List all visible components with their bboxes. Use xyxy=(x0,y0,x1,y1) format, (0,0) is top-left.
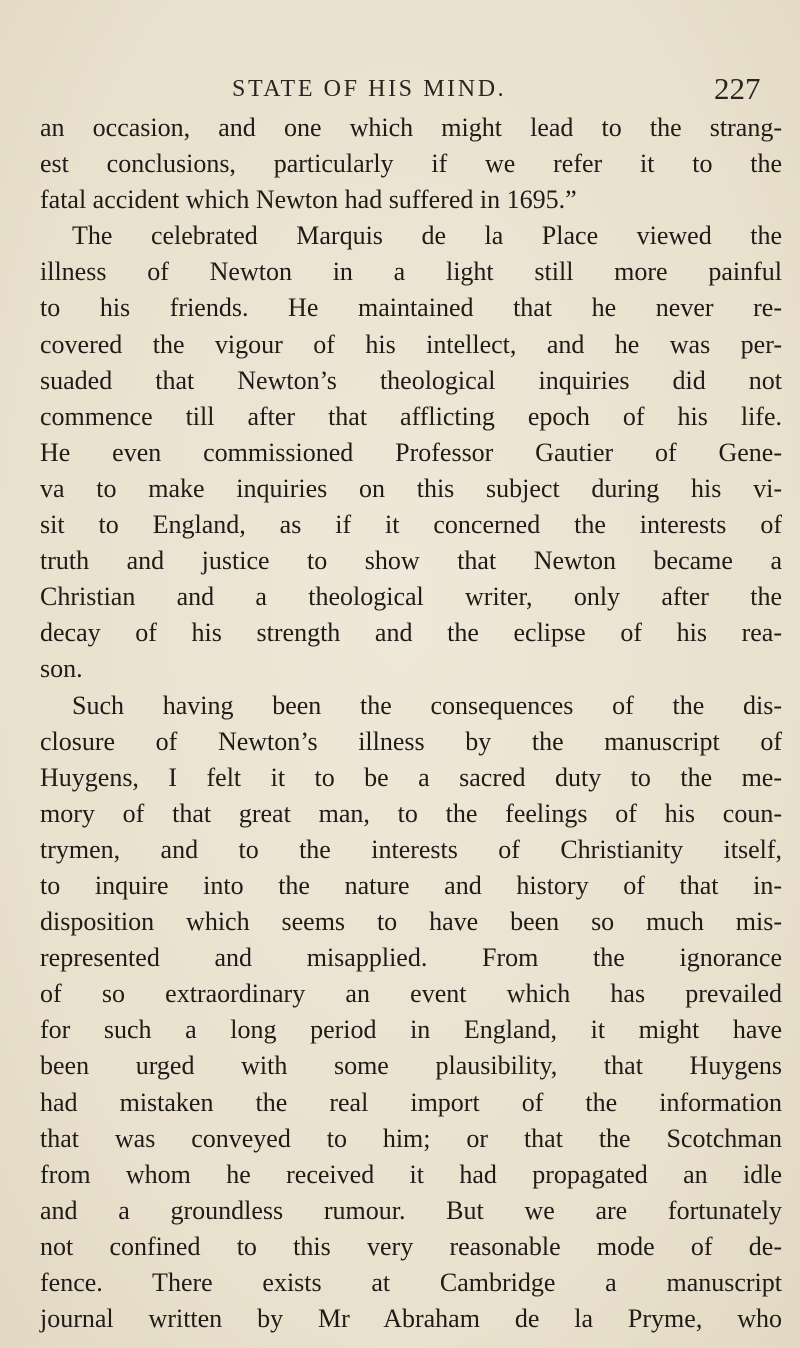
text-line: of so extraordinary an event which has prevailed xyxy=(40,979,782,1009)
body-text xyxy=(40,110,782,1337)
text-line: mory of that great man, to the feelings of his coun- xyxy=(40,798,782,828)
text-line: Huygens, I felt it to be a sacred duty to the me- xyxy=(40,762,782,792)
text-line: fatal accident which Newton had suffered in 1695.” xyxy=(40,185,577,215)
text-line: to inquire into the nature and history of that in- xyxy=(40,870,782,900)
text-line: Christian and a theological writer, only after the xyxy=(40,582,782,612)
text-line: for such a long period in England, it might have xyxy=(40,1015,782,1045)
text-line: covered the vigour of his intellect, and he was per- xyxy=(40,329,782,359)
text-line: suaded that Newton’s theological inquiries did not xyxy=(40,365,782,395)
text-line: Such having been the consequences of the dis- xyxy=(72,690,782,720)
text-line: journal written by Mr Abraham de la Pryme, who xyxy=(40,1304,782,1334)
text-line: est conclusions, particularly if we refer it to the xyxy=(40,149,782,179)
text-line: illness of Newton in a light still more painful xyxy=(40,257,782,287)
text-line: closure of Newton’s illness by the manuscript of xyxy=(40,726,782,756)
text-line: represented and misapplied. From the ignorance xyxy=(40,943,782,973)
page-number: 227 xyxy=(714,71,761,106)
text-line: The celebrated Marquis de la Place viewed the xyxy=(72,221,782,251)
text-line: trymen, and to the interests of Christianity itself, xyxy=(40,834,782,864)
text-line: He even commissioned Professor Gautier of Gene- xyxy=(40,437,782,467)
text-line: that was conveyed to him; or that the Scotchman xyxy=(40,1123,782,1153)
text-line: fence. There exists at Cambridge a manuscript xyxy=(40,1268,782,1297)
text-line: truth and justice to show that Newton became a xyxy=(40,546,782,576)
text-line: to his friends. He maintained that he never re- xyxy=(40,293,782,323)
text-line: sit to England, as if it concerned the interests of xyxy=(40,510,782,540)
text-line: not confined to this very reasonable mode of de- xyxy=(40,1231,782,1261)
text-line: from whom he received it had propagated an idle xyxy=(40,1159,782,1189)
text-line: decay of his strength and the eclipse of his rea- xyxy=(40,618,782,648)
text-line: son. xyxy=(40,654,83,684)
text-line: an occasion, and one which might lead to the strang- xyxy=(40,113,782,142)
running-head: STATE OF HIS MIND. xyxy=(232,76,507,102)
text-line: va to make inquiries on this subject during his vi- xyxy=(40,473,782,503)
text-line: had mistaken the real import of the information xyxy=(40,1087,782,1117)
text-line: and a groundless rumour. But we are fortunately xyxy=(40,1195,782,1225)
text-line: been urged with some plausibility, that Huygens xyxy=(40,1051,782,1081)
text-line: disposition which seems to have been so much mis- xyxy=(40,907,782,937)
text-line: commence till after that afflicting epoch of his life. xyxy=(40,401,782,431)
